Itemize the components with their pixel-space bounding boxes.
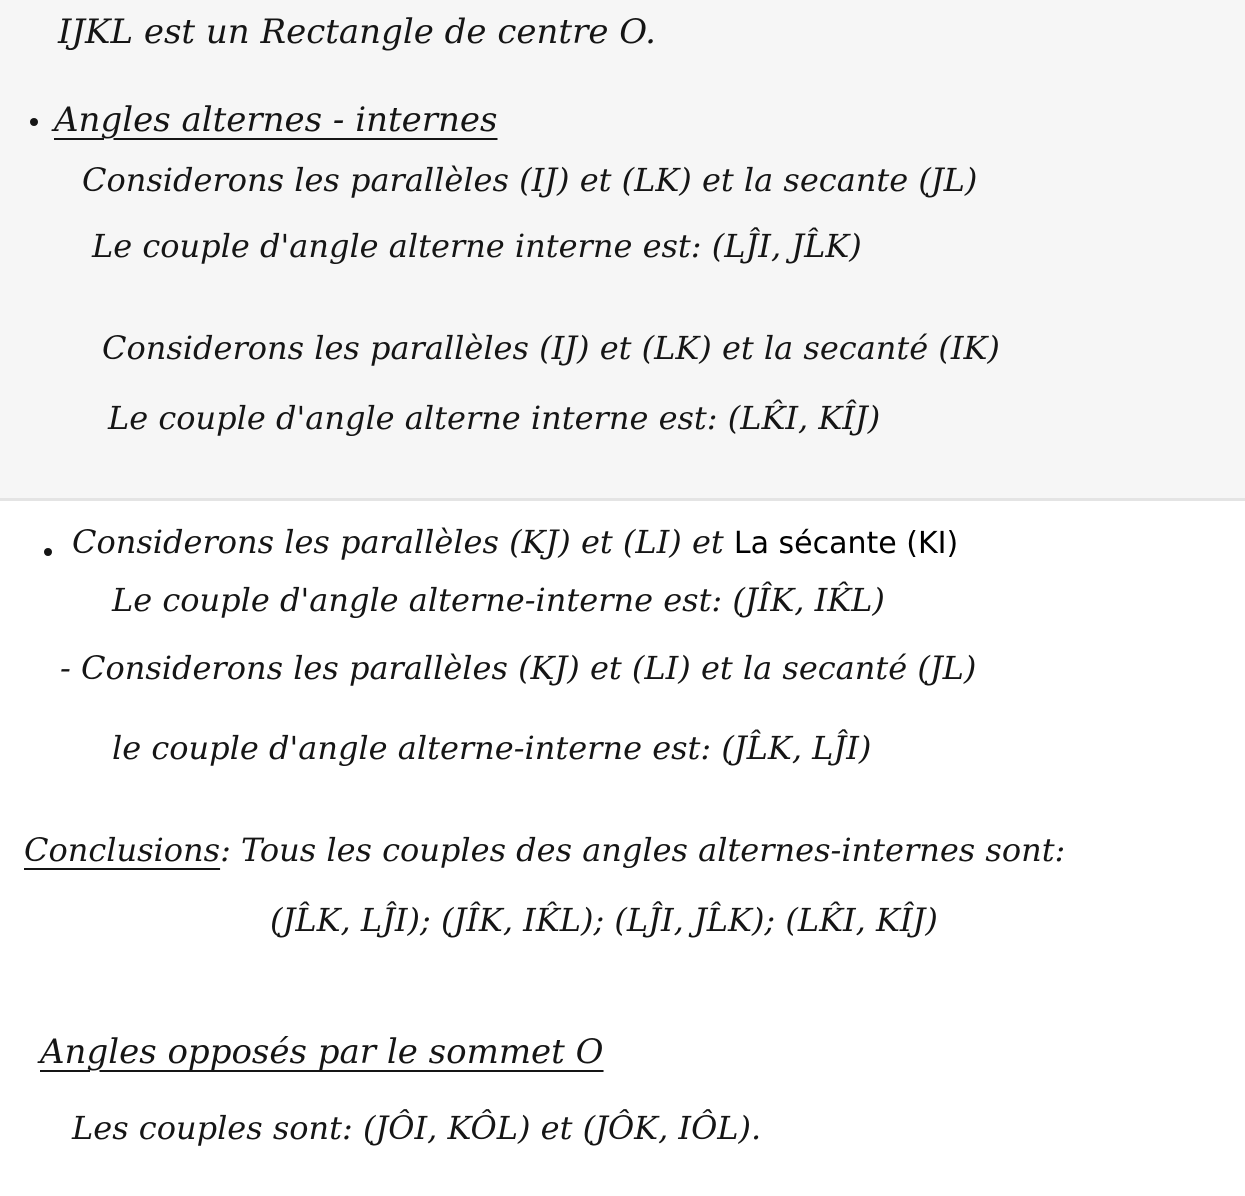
conclusion-text: : Tous les couples des angles alternes-internes sont: — [220, 831, 1066, 869]
heading-alternes-internes: Angles alternes - internes — [54, 100, 498, 140]
block2-result: Le couple d'angle alterne interne est: (LK̂I, KÎJ) — [108, 399, 881, 437]
opposes-result: Les couples sont: (JÔI, KÔL) et (JÔK, IÔL). — [72, 1109, 762, 1147]
block4-consider: - Considerons les parallèles (KJ) et (LI) et la secanté (JL) — [60, 649, 977, 687]
block3-consider-handwritten: Considerons les parallèles (KJ) et (LI) et — [72, 523, 724, 561]
intro-line: IJKL est un Rectangle de centre O. — [58, 12, 656, 52]
block4-result: le couple d'angle alterne-interne est: (JL̂K, LĴI) — [112, 729, 872, 767]
conclusion-label: Conclusions — [24, 831, 221, 869]
block1-consider: Considerons les parallèles (IJ) et (LK) et la secante (JL) — [82, 161, 978, 199]
block3-consider-typed: La sécante (KI) — [733, 526, 959, 561]
block2-consider: Considerons les parallèles (IJ) et (LK) et la secanté (IK) — [102, 329, 1000, 367]
conclusion-line — [24, 830, 1065, 870]
block3-result: Le couple d'angle alterne-interne est: (JÎK, IK̂L) — [112, 581, 885, 619]
conclusion-pairs: (JL̂K, LĴI); (JÎK, IK̂L); (LĴI, JL̂K); (LK̂I, KÎJ) — [270, 901, 938, 939]
bullet-icon — [44, 548, 52, 556]
bullet-icon — [30, 118, 38, 126]
block3-consider — [72, 522, 958, 564]
block1-result: Le couple d'angle alterne interne est: (LĴI, JL̂K) — [92, 227, 862, 265]
heading-opposes-sommet: Angles opposés par le sommet O — [40, 1032, 604, 1072]
scan-seam — [0, 498, 1245, 501]
